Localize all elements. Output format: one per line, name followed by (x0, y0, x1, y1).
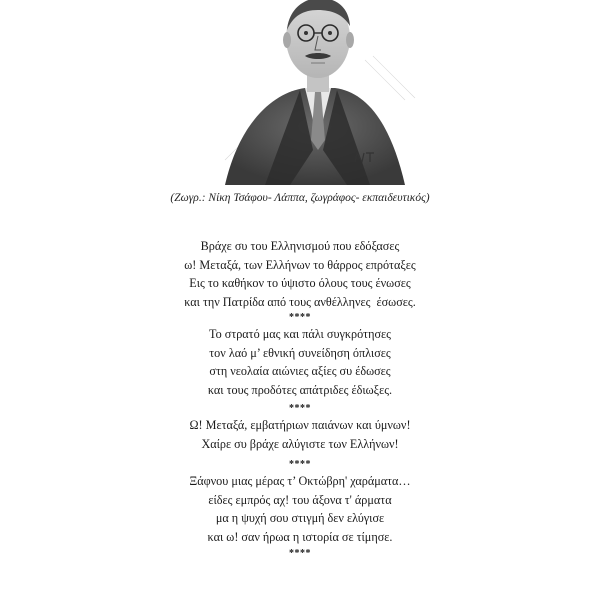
poem-line: Το στρατό μας και πάλι συγκρότησες (209, 327, 391, 341)
poem-line: μα η ψυχή σου στιγμή δεν ελύγισε (215, 511, 385, 526)
stanza-separator: **** (289, 459, 311, 470)
stanza-separator: **** (289, 403, 311, 414)
stanza-1 (0, 237, 600, 311)
poem-line: και ω! σαν ήρωα η ιστορία σε τίμησε. (207, 529, 393, 544)
portrait-caption: (Ζωγρ.: Νίκη Τσάφου- Λάππα, ζωγράφος- εκπαιδευτικός) (170, 192, 430, 204)
poem-line: Ξάφνου μιας μέρας τ’ Οκτώβρη' χαράματα… (189, 474, 411, 488)
poem-line: στη νεολαία αιώνιες αξίες συ έδωσες (209, 364, 391, 379)
stanza-separator: **** (289, 312, 311, 323)
poem-line: είδες εμπρός αχ! του άξονα τ' άρματα (208, 492, 392, 507)
stanza-separator: **** (289, 548, 311, 559)
portrait-sketch (205, 0, 420, 185)
artist-signature (353, 150, 375, 164)
stanza-4 (0, 472, 600, 546)
poem-line: Ω! Μεταξά, εμβατήριων παιάνων και ύμνων! (189, 418, 411, 432)
poem-line: ω! Μεταξά, των Ελλήνων το θάρρος επρόταξες (184, 257, 416, 272)
poem-line: Βράχε συ του Ελληνισμού που εδόξασες (200, 239, 400, 253)
poem-line: τον λαό μ’ εθνική συνείδηση όπλισες (209, 345, 391, 360)
stanza-3 (0, 416, 600, 453)
poem-line: και τους προδότες απάτριδες έδιωξες. (207, 382, 393, 397)
poem-line: και την Πατρίδα από τους ανθέλληνες έσωσες. (184, 294, 416, 309)
poem-line: Εις το καθήκον το ύψιστο όλους τους ένωσες (189, 276, 411, 291)
poem-line: Χαίρε συ βράχε αλύγιστε των Ελλήνων! (201, 436, 399, 451)
stanza-2 (0, 325, 600, 399)
